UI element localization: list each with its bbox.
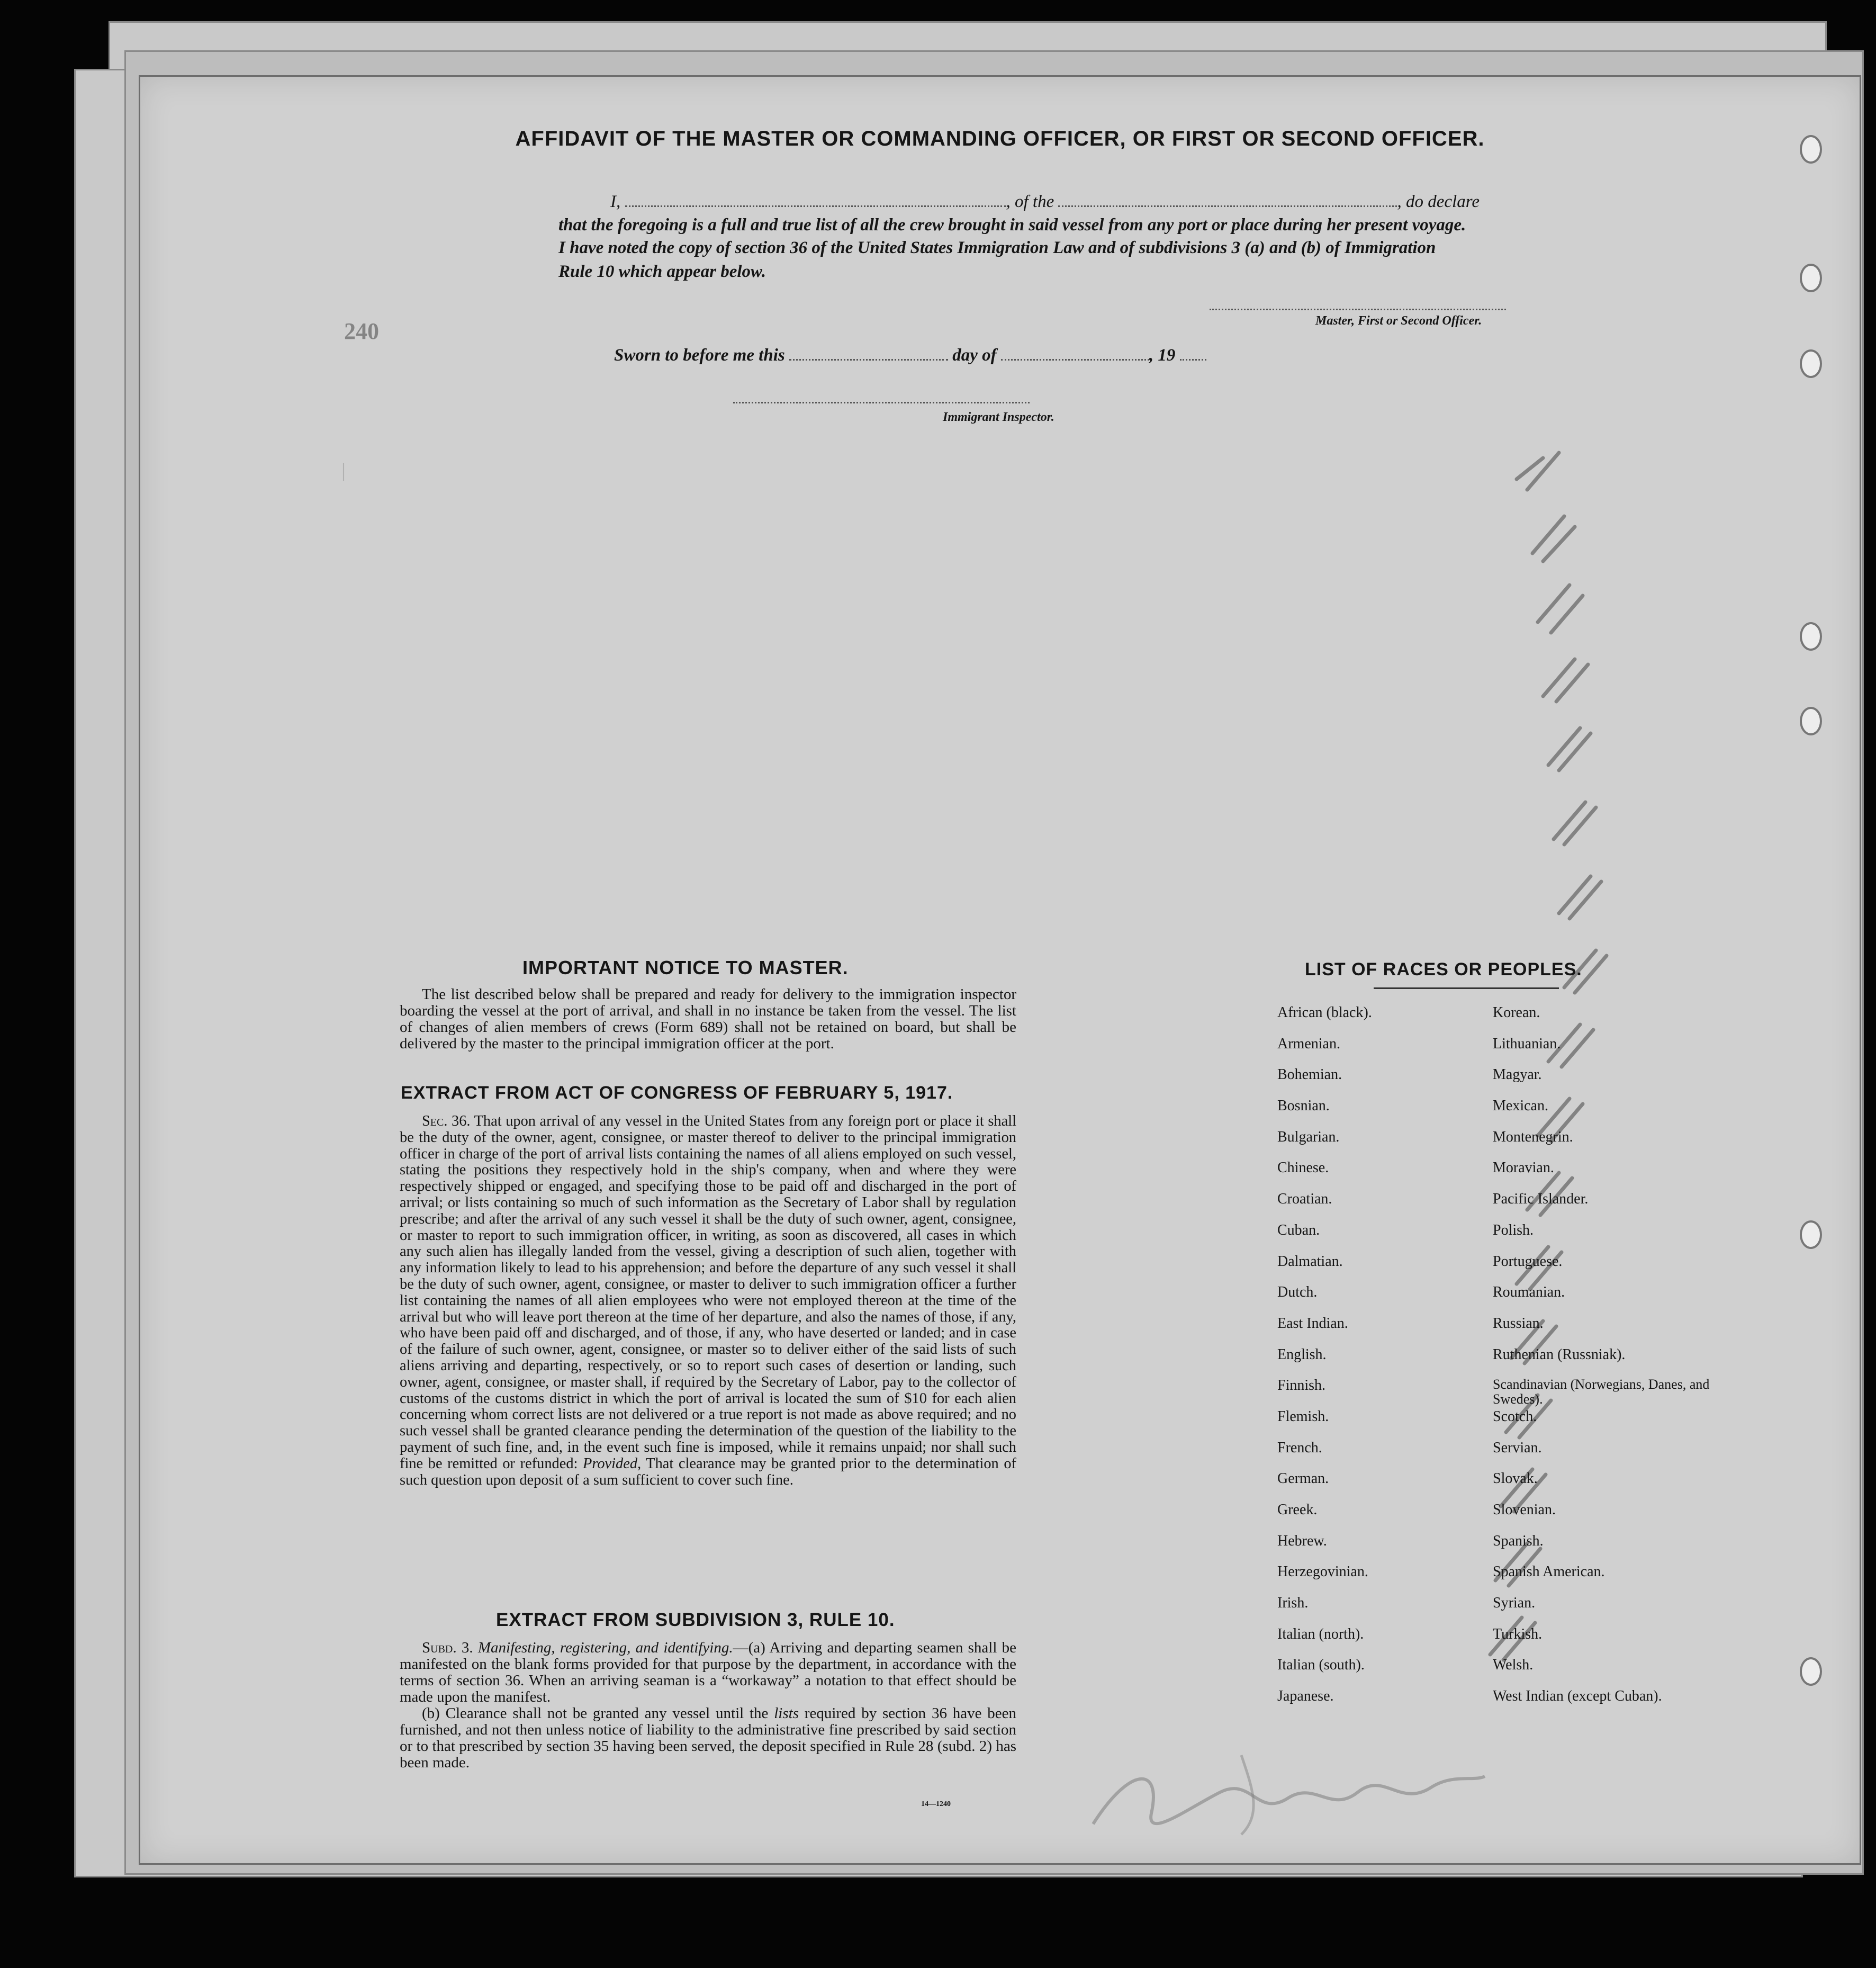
affidavit-of-the: , of the xyxy=(1006,192,1054,211)
affidavit-line-4: Rule 10 which appear below. xyxy=(558,262,766,281)
officer-name-field[interactable] xyxy=(625,205,1006,207)
master-label: Master, First or Second Officer. xyxy=(1315,314,1482,328)
sworn-day-field[interactable] xyxy=(789,358,948,361)
sec-36-text: That upon arrival of any vessel in the United States from any foreign port or place it shall be the duty of the owner, agent, consignee, or master thereof to deliver to the principal immigration officer in charge of the port of arrival lists containing the names of all aliens employed on such vessel, stating the positions they respectively hold in the ship's company, when and where they were respectively shipped or engaged, and specifying those to be paid off and discharged in the port of arrival; or lists containing so much of such information as the Secretary of Labor shall by regulation prescribe; and after the arrival of any such vessel it shall be the duty of such owner, agent, consignee, or master to report to such immigration officer, in writing, as soon as discovered, all cases in which any such alien has illegally landed from the vessel, giving a description of such alien, together with any information likely to lead to his apprehension; and before the departure of any such vessel it shall be the duty of such owner, agent, consignee, or master to deliver to such immigration officer a further list containing the names of all alien employees who were not employed thereon at the time of the arrival but who will leave port thereon at the time of her departure, and also the names of those, if any, who have been paid off and discharged, and of those, if any, who have deserted or landed; and in case of the failure of such owner, agent, consignee, or master so to deliver either of the said lists of such aliens arriving and departing, respectively, or so to report such cases of desertion or landing, such owner, agent, consignee, or master shall, if required by the Secretary of Labor, pay to the collector of customs of the customs district in which the port of arrival is located the sum of $10 for each alien concerning whom correct lists are not delivered or a true report is not made as above required; and no such vessel shall be granted clearance pending the determination of the question of the liability to the payment of such fine, and, in the event such fine is imposed, while it remains unpaid; nor shall such fine be remitted or refunded: xyxy=(400,1113,1016,1472)
race-item: Cuban. xyxy=(1277,1221,1320,1238)
sworn-line xyxy=(614,346,1206,365)
inspector-signature-line[interactable] xyxy=(733,401,1030,403)
race-item: Scandinavian (Norwegians, Danes, and Swedes). xyxy=(1493,1377,1710,1407)
race-item: English. xyxy=(1277,1346,1327,1363)
race-item: Lithuanian. xyxy=(1493,1035,1561,1052)
race-item: Syrian. xyxy=(1493,1595,1536,1612)
binder-hole xyxy=(1800,349,1822,378)
affidavit-line-1 xyxy=(610,192,1480,212)
race-item: Servian. xyxy=(1493,1439,1542,1456)
race-item: Japanese. xyxy=(1277,1688,1334,1705)
race-item: Finnish. xyxy=(1277,1377,1326,1394)
sworn-month-field[interactable] xyxy=(1001,358,1149,361)
notice-text xyxy=(400,986,1016,1052)
race-item: Herzegovinian. xyxy=(1277,1563,1368,1580)
race-item: Ruthenian (Russniak). xyxy=(1493,1346,1626,1363)
para-b-rest: required by section 36 have been furnished, and not then unless notice of liability to the administrative fine prescribed by said section or to that prescribed by section 35 having been served, the deposit specified in Rule 28 (subd. 2) has been made. xyxy=(400,1705,1017,1771)
subd-heading: Manifesting, registering, and identifying. xyxy=(477,1639,733,1656)
race-item: Montenegrin. xyxy=(1493,1128,1573,1145)
subd-label: Subd. 3. xyxy=(422,1639,473,1656)
inspector-label: Immigrant Inspector. xyxy=(943,410,1054,424)
race-item: Bulgarian. xyxy=(1277,1128,1340,1145)
race-item: African (black). xyxy=(1277,1004,1372,1021)
para-b-lists: lists xyxy=(774,1705,799,1722)
race-item: Greek. xyxy=(1277,1502,1318,1518)
race-item: Hebrew. xyxy=(1277,1532,1327,1549)
sec-label: Sec. 36. xyxy=(422,1113,471,1129)
race-item: Spanish. xyxy=(1493,1532,1544,1549)
race-item: Flemish. xyxy=(1277,1408,1329,1425)
race-item: Slovak. xyxy=(1493,1470,1538,1487)
race-item: Slovenian. xyxy=(1493,1502,1556,1518)
races-title: LIST OF RACES OR PEOPLES. xyxy=(1305,959,1582,979)
race-item: Scotch. xyxy=(1493,1408,1537,1425)
sworn-day-of: day of xyxy=(952,346,997,365)
affidavit-declare: , do declare xyxy=(1397,192,1480,211)
race-item: Portuguese. xyxy=(1493,1253,1563,1270)
sworn-year: , 19 xyxy=(1149,346,1176,365)
race-item: East Indian. xyxy=(1277,1315,1348,1332)
sworn-year-field[interactable] xyxy=(1180,358,1206,361)
race-item: Bohemian. xyxy=(1277,1066,1342,1083)
faint-signature xyxy=(1083,1734,1495,1850)
act-extract-title: EXTRACT FROM ACT OF CONGRESS OF FEBRUARY 5, 1917. xyxy=(401,1083,953,1103)
race-item: Turkish. xyxy=(1493,1625,1543,1642)
binder-hole xyxy=(1800,264,1822,292)
race-item: Italian (north). xyxy=(1277,1625,1364,1642)
race-item: Dutch. xyxy=(1277,1284,1318,1301)
provided-text: That clearance may be granted prior to the determination of such question upon deposit of a sum sufficient to cover such fine. xyxy=(400,1455,1016,1488)
affidavit-title: AFFIDAVIT OF THE MASTER OR COMMANDING OFFICER, OR FIRST OR SECOND OFFICER. xyxy=(515,127,1485,150)
sworn-prefix: Sworn to before me this xyxy=(614,346,785,365)
race-item: Croatian. xyxy=(1277,1191,1332,1208)
binder-hole xyxy=(1800,1220,1822,1249)
race-item: French. xyxy=(1277,1439,1322,1456)
affidavit-i: I, xyxy=(610,192,621,211)
race-item: Moravian. xyxy=(1493,1160,1554,1176)
vessel-name-field[interactable] xyxy=(1058,205,1397,207)
race-item: Bosnian. xyxy=(1277,1098,1330,1115)
form-number: 14—1240 xyxy=(921,1800,951,1808)
act-extract-text xyxy=(400,1113,1016,1488)
notice-title: IMPORTANT NOTICE TO MASTER. xyxy=(522,957,849,978)
rule-extract-title: EXTRACT FROM SUBDIVISION 3, RULE 10. xyxy=(496,1610,895,1630)
master-signature-line[interactable] xyxy=(1210,308,1506,310)
race-item: West Indian (except Cuban). xyxy=(1493,1688,1662,1705)
notice-paragraph: The list described below shall be prepared and ready for delivery to the immigration inspector boarding the vessel at the port of arrival, and shall in no instance be taken from the vessel. The list of changes of alien members of crews (Form 689) shall not be retained on board, but shall be delivered by the master to the principal immigration officer at the port. xyxy=(400,986,1016,1052)
binder-hole xyxy=(1800,135,1822,164)
binder-hole xyxy=(1800,1657,1822,1686)
race-item: Korean. xyxy=(1493,1004,1540,1021)
rule-extract-text xyxy=(400,1640,1016,1771)
page-number: 240 xyxy=(344,318,379,344)
race-item: Magyar. xyxy=(1493,1066,1542,1083)
race-item: Roumanian. xyxy=(1493,1284,1565,1301)
races-list xyxy=(1277,1004,1715,1719)
race-item: Polish. xyxy=(1493,1221,1534,1238)
race-item: Irish. xyxy=(1277,1595,1309,1612)
race-item: Pacific Islander. xyxy=(1493,1191,1589,1208)
race-item: Welsh. xyxy=(1493,1657,1534,1674)
race-item: Mexican. xyxy=(1493,1098,1548,1115)
affidavit-line-3: I have noted the copy of section 36 of the United States Immigration Law and of subdivisions 3 (a) and (b) of Immigration xyxy=(558,238,1436,257)
race-item: Russian. xyxy=(1493,1315,1544,1332)
race-item: Chinese. xyxy=(1277,1160,1329,1176)
manifest-page: 240 │ AFFIDAVIT OF THE MASTER OR COMMANDING OFFICER, OR FIRST OR SECOND OFFICER. I, , of the , do declare that the foregoing is a full and true list of all the crew brought in said vessel from any port or place during her present voyage. I have noted the copy of section 36 of the United States Immigration Law and of subdivisions 3 (a) and (b) of Immigration Rule 10 which appear below. Master, First or Second Officer. Sworn to before me this day of , 19 Immigrant Inspector. IMPORTANT NOTICE TO MASTER. The list described below shall be prepared and ready for delivery to the immigration inspector boarding the vessel at the port of arrival, and shall in no instance be taken from the vessel. The list of changes of alien members of crews (Form 689) shall not be retained on board, but shall be delivered by the master to the principal immigration officer at the port. EXTRACT FROM ACT OF CONGRESS OF FEBRUARY 5, 1917. Sec. 36. That upon arrival of any vessel in the United States from any foreign port or place it shall be the duty of the owner, agent, consignee, or master thereof to deliver to the principal immigration officer in charge of the port of arrival lists containing the names of all aliens employed on such vessel, stating the positions they respectively hold in the ship's company, when and where they were respectively shipped or engaged, and specifying those to be paid off and discharged in the port of arrival; or lists containing so much of such information as the Secretary of Labor shall by regulation prescribe; and after the arrival of any such vessel it shall be the duty of such owner, agent, consignee, or master to report to such immigration officer, in writing, as soon as discovered, all cases in which any such alien has illegally landed from the vessel, giving a description of such alien, together with any information likely to lead to his apprehension; and before the departure of any such vessel it shall be the duty of such owner, agent, consignee, or master to deliver to such immigration officer a further list containing the names of all alien employees who were not employed thereon at the time of the arrival but who will leave port thereon at the time of her departure, and also the names of those, if any, who have been paid off and discharged, and of those, if any, who have deserted or landed; and in case of the failure of such owner, agent, consignee, or master so to deliver either of the said lists of such aliens arriving and departing, respectively, or so to report such cases of desertion or landing, such owner, agent, consignee, or master shall, if required by the Secretary of Labor, pay to the collector of customs of the customs district in which the port of arrival is located the sum of $10 for each alien concerning whom correct lists are not delivered or a true report is not made as above required; and no such vessel shall be granted clearance pending the determination of the question of the liability to the payment of such fine, and, in the event such fine is imposed, while it remains unpaid; nor shall such fine be remitted or refunded: Provided, That clearance may be granted prior to the determination of such question upon deposit of a sum sufficient to cover such fine. EXTRACT FROM SUBDIVISION 3, RULE 10. Subd. 3. Manifesting, registering, and identifying.—(a) Arriving and departing seamen shall be manifested on the blank forms provided for that purpose by the department, in accordance with the terms of section 36. When an arriving seaman is a “workaway” a notation to that effect should be made upon the manifest. (b) Clearance shall not be granted any vessel until the lists required by section 36 have been furnished, and not then unless notice of liability to the administrative fine prescribed by said section or to that prescribed by section 35 having been served, the deposit specified in Rule 28 (subd. 2) has been made. 14—1240 LIST OF RACES OR PEOPLES. African (black). Korean. Armenian. Lithuanian. Bohemian. Magyar. Bosnian. Mexican. Bulgarian. Montenegrin. Chinese. Moravian. Croatian. Pacific Islander. Cuban. Polish. Dalmatian. Portuguese. Dutch. Roumanian. East Indian. Russian. English. Ruthenian (Russniak). Finnish. Scandinavian (Norwegians, Danes, and Swedes). Flemish. Scotch. French. Servian. German. Slovak. Greek. Slovenian. Hebrew. Spanish. Herzegovinian. Spanish American. Irish. Syrian. Italian (north). Turkish. Italian (south). Welsh. Japanese. West Indian (except Cuban). xyxy=(139,75,1861,1865)
binder-hole xyxy=(1800,622,1822,651)
races-title-rule xyxy=(1374,987,1559,989)
para-b-prefix: (b) Clearance shall not be granted any vessel until the xyxy=(422,1705,769,1722)
race-item: Spanish American. xyxy=(1493,1563,1605,1580)
provided-word: Provided, xyxy=(583,1455,642,1472)
race-item: Italian (south). xyxy=(1277,1657,1365,1674)
para-a: —(a) Arriving and departing seamen shall be manifested on the blank forms provided for that purpose by the department, in accordance with the terms of section 36. When an arriving seaman is a “workaway” a notation to that effect should be made upon the manifest. xyxy=(400,1639,1017,1705)
race-item: Armenian. xyxy=(1277,1035,1340,1052)
binder-hole xyxy=(1800,707,1822,735)
race-item: Dalmatian. xyxy=(1277,1253,1343,1270)
race-item: German. xyxy=(1277,1470,1329,1487)
affidavit-line-2: that the foregoing is a full and true list of all the crew brought in said vessel from any port or place during her present voyage. xyxy=(558,215,1466,235)
